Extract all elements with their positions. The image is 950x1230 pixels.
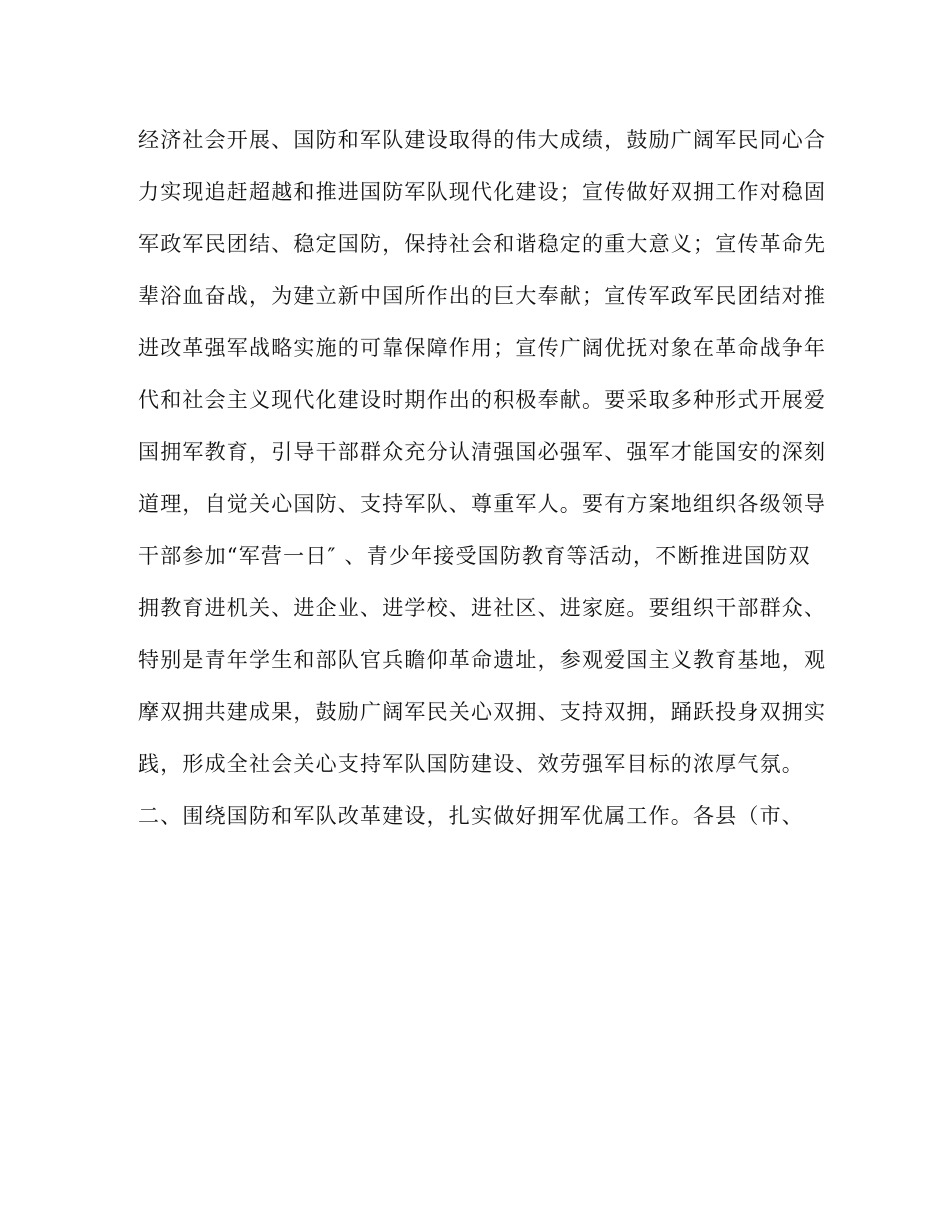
text-line: 特别是青年学生和部队官兵瞻仰革命遗址，参观爱国主义教育基地，观 [138, 648, 827, 672]
text-line: 军政军民团结、稳定国防，保持社会和谐稳定的重大意义；宣传革命先 [138, 232, 827, 256]
text-line: 摩双拥共建成果，鼓励广阔军民关心双拥、支持双拥，踊跃投身双拥实 [138, 700, 827, 724]
text-line: 道理，自觉关心国防、支持军队、尊重军人。要有方案地组织各级领导 [138, 492, 827, 516]
document-body [138, 120, 828, 848]
text-line: 代和社会主义现代化建设时期作出的积极奉献。要采取多种形式开展爱 [138, 388, 827, 412]
text-line: 国拥军教育，引导干部群众充分认清强国必强军、强军才能国安的深刻 [138, 440, 827, 464]
section-heading-line: 二、围绕国防和军队改革建设，扎实做好拥军优属工作。各县（市、 [138, 804, 804, 828]
text-line: 辈浴血奋战，为建立新中国所作出的巨大奉献；宣传军政军民团结对推 [138, 284, 827, 308]
text-line: 干部参加“军营一日″ 、青少年接受国防教育等活动，不断推进国防双 [138, 544, 811, 568]
text-line: 进改革强军战略实施的可靠保障作用；宣传广阔优抚对象在革命战争年 [138, 336, 827, 360]
text-line: 经济社会开展、国防和军队建设取得的伟大成绩，鼓励广阔军民同心合 [138, 128, 827, 152]
text-line: 拥教育进机关、进企业、进学校、进社区、进家庭。要组织干部群众、 [138, 596, 827, 620]
text-line: 践，形成全社会关心支持军队国防建设、效劳强军目标的浓厚气氛。 [138, 752, 804, 776]
text-line: 力实现追赶超越和推进国防军队现代化建设；宣传做好双拥工作对稳固 [138, 180, 827, 204]
